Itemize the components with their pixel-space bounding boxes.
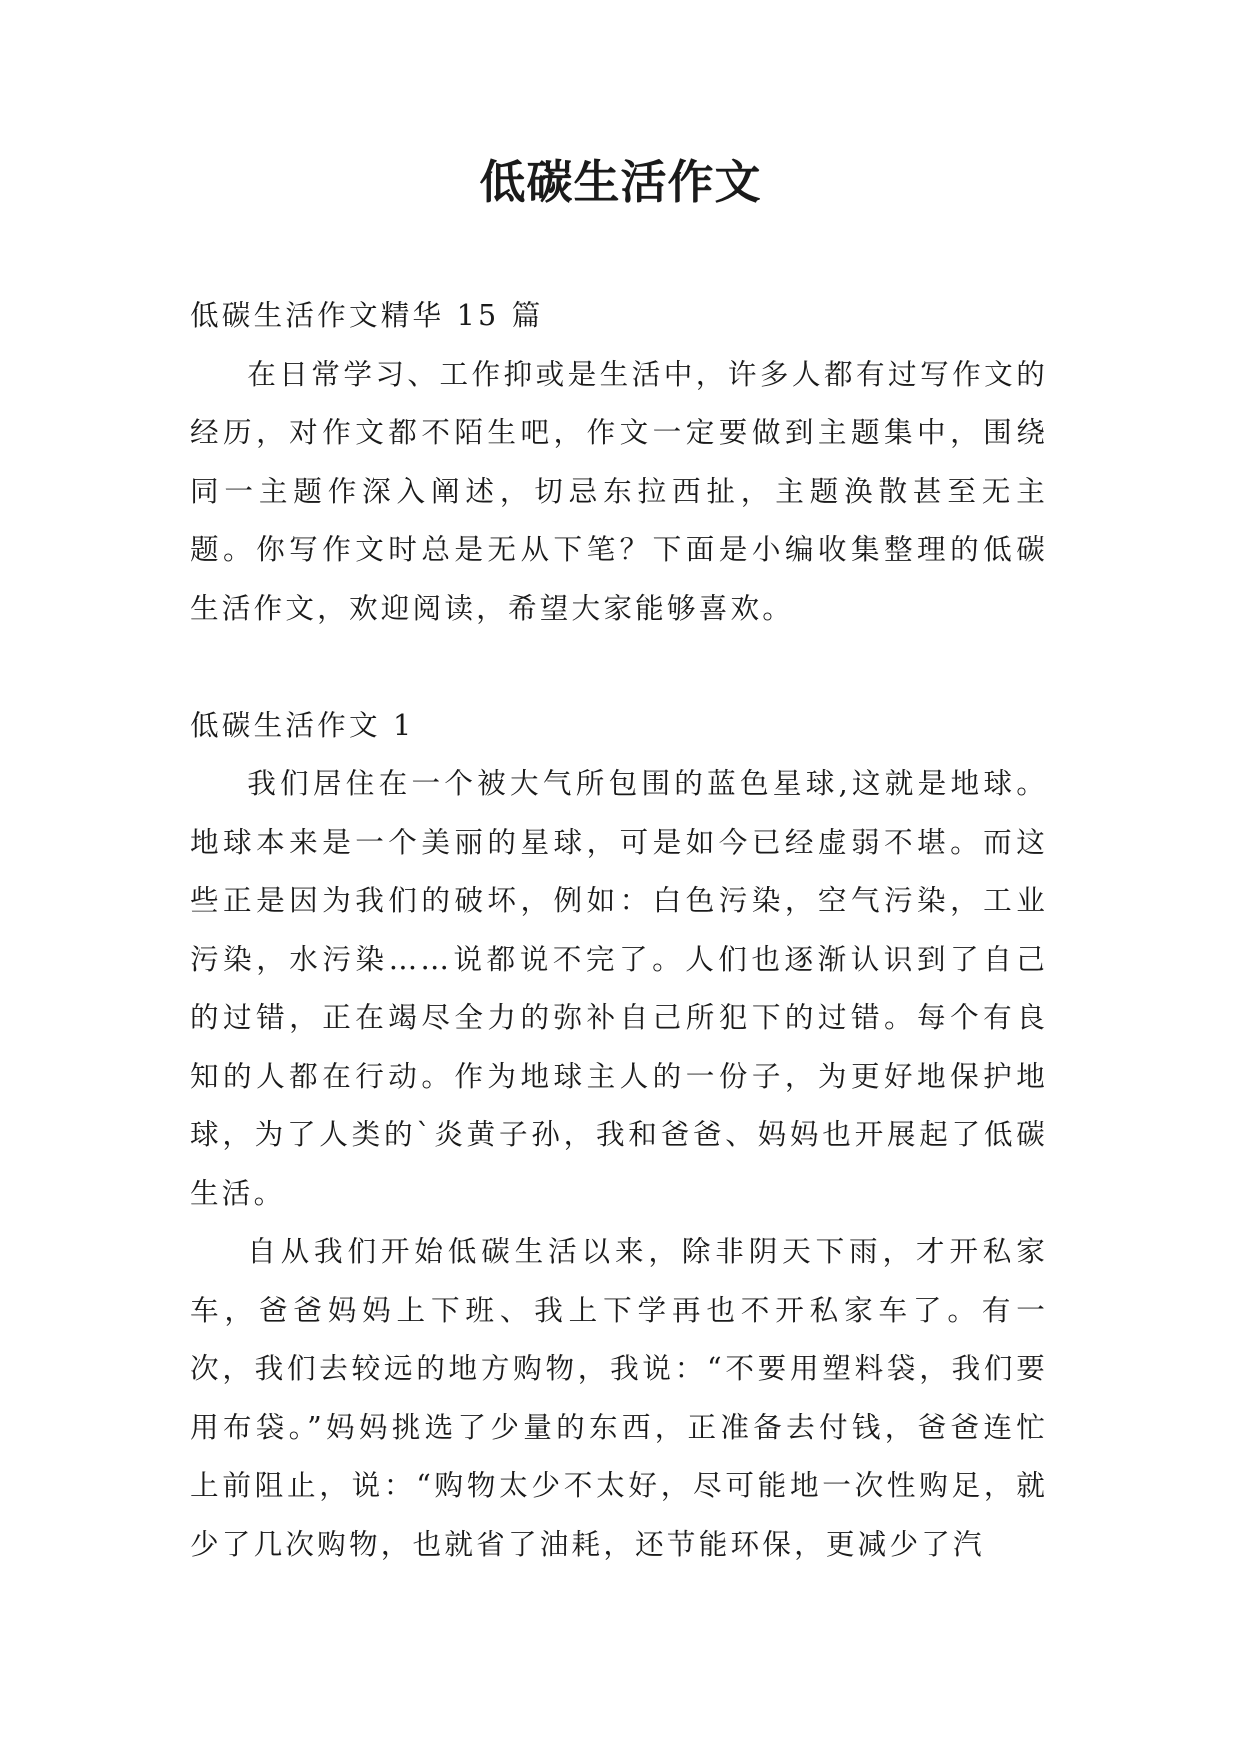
document-body bbox=[190, 286, 1048, 1573]
body-paragraph: 我们居住在一个被大气所包围的蓝色星球,这就是地球。地球本来是一个美丽的星球，可是如今已经虚弱不堪。而这些正是因为我们的破坏，例如：白色污染，空气污染，工业污染，水污染……说都说不完了。人们也逐渐认识到了自己的过错，正在竭尽全力的弥补自己所犯下的过错。每个有良知的人都在行动。作为地球主人的一份子，为更好地保护地球，为了人类的`炎黄子孙，我和爸爸、妈妈也开展起了低碳生活。 bbox=[190, 766, 1048, 1210]
intro-paragraph: 在日常学习、工作抑或是生活中，许多人都有过写作文的经历，对作文都不陌生吧，作文一定要做到主题集中，围绕同一主题作深入阐述，切忌东拉西扯，主题涣散甚至无主题。你写作文时总是无从下笔？下面是小编收集整理的低碳生活作文，欢迎阅读，希望大家能够喜欢。 bbox=[190, 356, 1048, 625]
section-spacer bbox=[190, 637, 1048, 696]
document-title: 低碳生活作文 bbox=[479, 155, 762, 209]
body-paragraph: 自从我们开始低碳生活以来，除非阴天下雨，才开私家车，爸爸妈妈上下班、我上下学再也不开私家车了。有一次，我们去较远的地方购物，我说：“不要用塑料袋，我们要用布袋。”妈妈挑选了少量的东西，正准备去付钱，爸爸连忙上前阻止，说：“购物太少不太好，尽可能地一次性购足，就少了几次购物，也就省了油耗，还节能环保，更减少了汽 bbox=[190, 1234, 1048, 1561]
collection-subtitle: 低碳生活作文精华 15 篇 bbox=[190, 298, 544, 332]
section-heading: 低碳生活作文 1 bbox=[190, 707, 415, 742]
